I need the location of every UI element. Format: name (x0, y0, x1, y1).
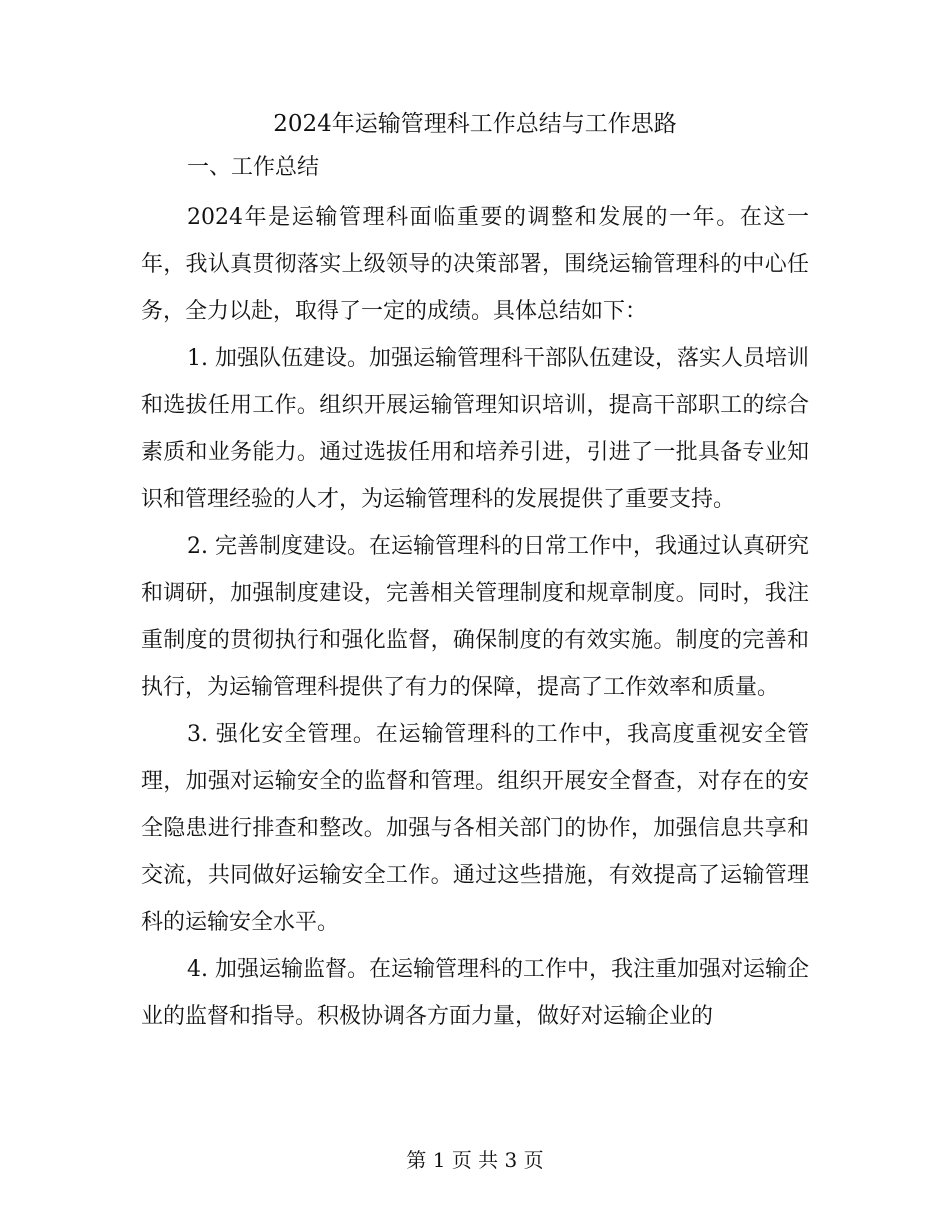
paragraph-intro: 2024年是运输管理科面临重要的调整和发展的一年。在这一年，我认真贯彻落实上级领导的决策部署，围绕运输管理科的中心任务，全力以赴，取得了一定的成绩。具体总结如下： (141, 205, 809, 324)
paragraph-item-2: 2. 完善制度建设。在运输管理科的日常工作中，我通过认真研究和调研，加强制度建设，完善相关管理制度和规章制度。同时，我注重制度的贯彻执行和强化监督，确保制度的有效实施。制度的完善和执行，为运输管理科提供了有力的保障，提高了工作效率和质量。 (141, 534, 809, 700)
section-heading: 一、工作总结 (187, 155, 320, 180)
paragraph-item-1: 1. 加强队伍建设。加强运输管理科干部队伍建设，落实人员培训和选拔任用工作。组织开展运输管理知识培训，提高干部职工的综合素质和业务能力。通过选拔任用和培养引进，引进了一批具备专业知识和管理经验的人才，为运输管理科的发展提供了重要支持。 (141, 346, 809, 512)
paragraph-item-4: 4. 加强运输监督。在运输管理科的工作中，我注重加强对运输企业的监督和指导。积极协调各方面力量，做好对运输企业的 (141, 957, 809, 1029)
paragraph-item-3: 3. 强化安全管理。在运输管理科的工作中，我高度重视安全管理，加强对运输安全的监督和管理。组织开展安全督查，对存在的安全隐患进行排查和整改。加强与各相关部门的协作，加强信息共享和交流，共同做好运输安全工作。通过这些措施，有效提高了运输管理科的运输安全水平。 (141, 722, 809, 935)
page-number-footer: 第 1 页 共 3 页 (406, 1148, 544, 1172)
document-body (141, 102, 809, 1040)
document-title: 2024年运输管理科工作总结与工作思路 (273, 111, 677, 137)
